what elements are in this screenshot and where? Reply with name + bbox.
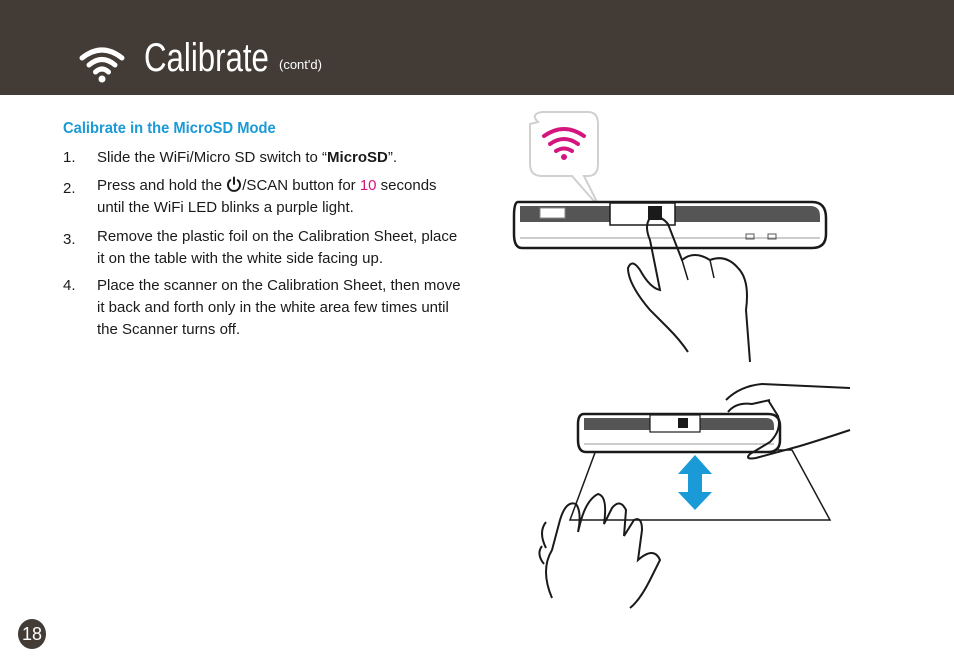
- step-number: 4.: [63, 277, 76, 294]
- step-number: 2.: [63, 180, 76, 197]
- scanner-illustration: [500, 100, 940, 610]
- step-number: 3.: [63, 231, 76, 248]
- finger-press-scanner-illustration: [514, 112, 826, 362]
- header-bar: [0, 0, 954, 95]
- step-text-part: seconds until the WiFi LED blinks a purple light.: [97, 177, 437, 216]
- step-text-part: /SCAN button for: [242, 177, 360, 194]
- step-number: 1.: [63, 149, 76, 166]
- page-title: Calibrate: [144, 36, 269, 80]
- highlight-number: 10: [359, 177, 377, 194]
- page-number: 18: [18, 619, 46, 649]
- step-text: Place the scanner on the Calibration Sheet, then move it back and forth only in the white area few times until the Scanner turns off.: [97, 277, 461, 338]
- power-icon: [226, 176, 242, 192]
- scanner-on-calibration-sheet-illustration: [539, 384, 850, 608]
- step-text-part: ”.: [387, 149, 398, 166]
- step-text: [97, 175, 467, 219]
- wifi-icon: [78, 44, 126, 84]
- step-text: Remove the plastic foil on the Calibration Sheet, place it on the table with the white side facing up.: [97, 228, 458, 267]
- page-subtitle: (cont'd): [279, 57, 322, 72]
- section-heading: Calibrate in the MicroSD Mode: [63, 120, 276, 137]
- step-text-part: Press and hold the: [97, 177, 227, 194]
- step-bold-text: MicroSD: [327, 149, 388, 166]
- step-text: [97, 147, 467, 169]
- step-text-part: Slide the WiFi/Micro SD switch to “: [97, 149, 328, 166]
